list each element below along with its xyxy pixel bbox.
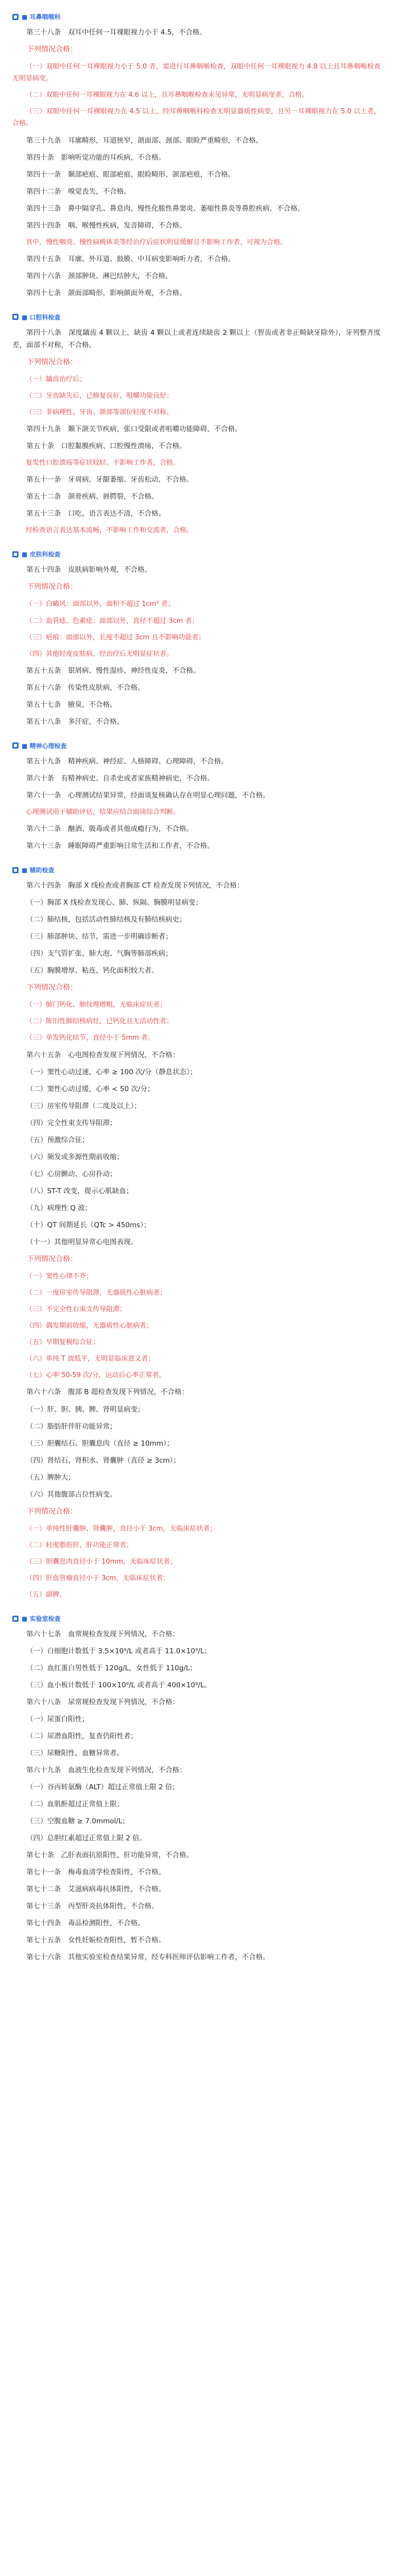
section-header: [12, 1614, 381, 1623]
article-paragraph: （一）尿蛋白阳性；: [26, 1715, 89, 1724]
note-paragraph: （六）单纯 T 波低平，无明显临床意义者；: [26, 1355, 155, 1363]
article-paragraph: （二）血红蛋白男性低于 120g/L，女性低于 110g/L；: [26, 1664, 197, 1673]
note-paragraph: （二）牙齿缺失后，已修复良好，咀嚼功能良好；: [26, 392, 174, 400]
article-paragraph: 第五十五条 银屑病、慢性湿疹、神经性皮炎，不合格。: [26, 666, 200, 675]
article-paragraph: 第五十八条 多汗症，不合格。: [26, 717, 124, 726]
note-paragraph: （三）双眼中任何一耳裸眼视力在 4.5 以上，经耳鼻咽喉科检查无明显器质性病变，且另一耳裸眼视力在 5.0 以上者，合格。: [12, 108, 381, 128]
note-paragraph: （一）窦性心律不齐；: [26, 1272, 93, 1280]
note-paragraph: （二）双眼中任何一耳裸眼视力在 4.6 以上，且耳鼻咽喉检查未见异常，无明显病变者，合格。: [26, 91, 309, 99]
section-title: ■ 实验室检查: [22, 1615, 61, 1623]
note-paragraph: 复发性口腔溃疡等症状较轻、不影响工作者，合格。: [26, 459, 180, 467]
article-paragraph: 第四十九条 颞下颌关节疾病，张口受限或者咀嚼功能障碍，不合格。: [26, 425, 242, 434]
section-header: [12, 741, 381, 750]
note-paragraph: 经检查语言表达基本流畅，不影响工作和交流者，合格。: [26, 527, 194, 535]
article-paragraph: 第七十四条 毒品检测阳性，不合格。: [26, 1919, 145, 1928]
section-header: [12, 866, 381, 874]
article-paragraph: 第五十二条 颌骨疾病、唇腭裂，不合格。: [26, 493, 159, 501]
article-paragraph: （一）窦性心动过速，心率 ≥ 100 次/分（静息状态）；: [26, 1067, 197, 1076]
note-paragraph: （二）血管痣、色素痣：面部以外，直径不超过 3cm 者；: [26, 617, 199, 625]
article-paragraph: 第四十一条 颞部疤痕、眼部疤痕、眼睑畸形、颌部疤痕，不合格。: [26, 170, 235, 179]
section-square-icon: [12, 314, 19, 320]
article-paragraph: （六）频发或多源性期前收缩；: [26, 1153, 124, 1161]
article-paragraph: （五）胸膜增厚、粘连，钙化面积较大者。: [26, 967, 159, 975]
article-paragraph: 第六十四条 胸部 X 线检查或者胸部 CT 检查发现下列情况，不合格：: [26, 882, 244, 890]
note-paragraph: （二）一度房室传导阻滞，无器质性心脏病者；: [26, 1289, 167, 1297]
section-header: [12, 12, 381, 21]
article-paragraph: 第六十九条 血液生化检查发现下列情况，不合格：: [26, 1766, 186, 1775]
document-section: [12, 1614, 381, 1963]
subheading: 下列情况合格：: [27, 1507, 77, 1516]
article-paragraph: （三）尿糖阳性，血糖异常者。: [26, 1749, 124, 1758]
section-header: [12, 313, 381, 321]
note-paragraph: （七）心率 50-59 次/分，运动后心率正常者。: [26, 1371, 166, 1380]
document-section: [12, 550, 381, 727]
note-paragraph: （四）偶发期前收缩，无器质性心脏病者；: [26, 1321, 153, 1330]
article-paragraph: （一）白细胞计数低于 3.5×10⁹/L 或者高于 11.0×10⁹/L；: [26, 1647, 211, 1656]
section-square-icon: [12, 1616, 19, 1622]
article-paragraph: 第四十五条 耳廓、外耳道、鼓膜、中耳病变影响听力者，不合格。: [26, 255, 235, 263]
note-paragraph: （三）不完全性右束支传导阻滞；: [26, 1305, 127, 1313]
article-paragraph: 第六十七条 血常规检查发现下列情况，不合格：: [26, 1630, 179, 1639]
note-paragraph: （三）单发钙化结节，直径小于 5mm 者。: [26, 1034, 155, 1042]
subheading: 下列情况合格：: [27, 583, 77, 591]
article-paragraph: 第六十一条 心理测试结果异常，经面谈复核确认存在明显心理问题，不合格。: [26, 791, 270, 800]
section-title: ■ 精神心理检查: [22, 742, 67, 750]
article-paragraph: 第七十五条 女性妊娠检查阳性，暂不合格。: [26, 1936, 165, 1945]
section-title: ■ 辅助检查: [22, 867, 55, 874]
article-paragraph: 第五十条 口腔黏膜疾病、口腔慢性溃疡，不合格。: [26, 442, 186, 451]
section-square-icon: [12, 551, 19, 557]
article-paragraph: （二）肺结核，包括活动性肺结核及有肺结核病史；: [26, 916, 186, 924]
article-paragraph: 第四十三条 鼻中隔穿孔、鼻息肉、慢性化脓性鼻窦炎、萎缩性鼻炎等鼻腔疾病，不合格。: [26, 204, 304, 213]
article-paragraph: （十）QT 间期延长（QTc > 450ms）；: [26, 1221, 151, 1229]
article-paragraph: 第七十一条 梅毒血清学检查阳性，不合格。: [26, 1868, 165, 1877]
note-paragraph: （一）单纯性肝囊肿、肾囊肿，直径小于 3cm，无临床症状者；: [26, 1524, 217, 1533]
article-paragraph: 第六十条 有精神病史、自杀史或者家族精神病史，不合格。: [26, 774, 214, 783]
note-paragraph: 心理测试用于辅助评估，结果应结合面谈综合判断。: [26, 808, 180, 816]
document-section: [12, 866, 381, 1601]
article-paragraph: （五）预激综合征；: [26, 1136, 89, 1144]
article-paragraph: 第五十一条 牙周病、牙龈萎缩、牙齿松动，不合格。: [26, 476, 193, 484]
note-paragraph: （三）胆囊息肉直径小于 10mm，无临床症状者；: [26, 1557, 177, 1566]
note-paragraph: （一）白癜风：面部以外，面积不超过 1cm² 者；: [26, 600, 175, 608]
note-paragraph: （四）肝血管瘤直径小于 3cm，无临床症状者；: [26, 1574, 170, 1582]
document-section: [12, 741, 381, 852]
section-title: ■ 耳鼻咽喉科: [22, 13, 61, 21]
article-paragraph: 第六十五条 心电图检查发现下列情况，不合格：: [26, 1050, 179, 1059]
subheading: 下列情况合格：: [27, 984, 77, 992]
subheading: 下列情况合格：: [27, 358, 77, 366]
article-paragraph: （三）空腹血糖 ≥ 7.0mmol/L；: [26, 1817, 129, 1826]
article-paragraph: 第五十九条 精神疾病、神经症、人格障碍、心理障碍，不合格。: [26, 757, 228, 766]
section-square-icon: [12, 867, 19, 873]
section-square-icon: [12, 14, 19, 20]
article-paragraph: （三）肺部肿块、结节，需进一步明确诊断者；: [26, 933, 173, 941]
document-section: [12, 313, 381, 537]
note-paragraph: （二）轻度脂肪肝，肝功能正常者；: [26, 1541, 133, 1549]
article-paragraph: 第六十八条 尿常规检查发现下列情况，不合格：: [26, 1698, 179, 1707]
article-paragraph: （二）尿潜血阳性，复查仍阳性者；: [26, 1732, 138, 1741]
article-paragraph: （二）窦性心动过缓，心率 < 50 次/分；: [26, 1084, 155, 1093]
article-paragraph: 第七十六条 其他实验室检查结果异常，经专科医师评估影响工作者，不合格。: [26, 1953, 270, 1962]
article-paragraph: （五）脾肿大；: [26, 1473, 75, 1482]
note-paragraph: （五）副脾。: [26, 1591, 66, 1599]
article-paragraph: （一）胸部 X 线检查发现心、肺、纵隔、胸膜明显病变；: [26, 899, 202, 907]
article-paragraph: 第四十七条 颌面部畸形，影响颜面外观，不合格。: [26, 289, 186, 297]
article-paragraph: 第六十三条 睡眠障碍严重影响日常生活和工作者，不合格。: [26, 842, 214, 851]
article-paragraph: （二）血肌酐超过正常值上限；: [26, 1800, 124, 1809]
article-paragraph: 第五十六条 传染性皮肤病，不合格。: [26, 683, 145, 692]
article-paragraph: （六）其他腹部占位性病变。: [26, 1490, 117, 1499]
article-paragraph: （十一）其他明显异常心电图表现。: [26, 1238, 138, 1246]
section-title: ■ 口腔科检查: [22, 313, 61, 321]
article-paragraph: （八）ST-T 改变，提示心肌缺血；: [26, 1187, 133, 1195]
article-paragraph: （七）心房颤动、心房扑动；: [26, 1170, 117, 1178]
article-paragraph: （四）总胆红素超过正常值上限 2 倍。: [26, 1834, 147, 1843]
note-paragraph: （一）肺门钙化、肺纹理增粗，无临床症状者；: [26, 1001, 167, 1009]
note-paragraph: （三）疤痕：面部以外，长度不超过 3cm 且不影响功能者；: [26, 633, 206, 641]
article-paragraph: 第五十七条 腋臭，不合格。: [26, 700, 117, 709]
article-paragraph: （四）肾结石、肾积水、肾囊肿（直径 ≥ 3cm）；: [26, 1456, 180, 1465]
article-paragraph: （四）支气管扩张、肺大泡、气胸等肺部疾病；: [26, 950, 173, 958]
article-paragraph: 第七十二条 艾滋病病毒抗体阳性，不合格。: [26, 1885, 165, 1894]
article-paragraph: （三）房室传导阻滞（二度及以上）；: [26, 1101, 141, 1110]
subheading: 下列情况合格：: [27, 1255, 77, 1263]
article-paragraph: 第七十条 乙肝表面抗原阳性，肝功能异常，不合格。: [26, 1851, 193, 1860]
article-paragraph: 第四十六条 颈部肿块、淋巴结肿大，不合格。: [26, 272, 173, 280]
note-paragraph: （二）陈旧性肺结核病灶，已钙化且无活动性者；: [26, 1018, 174, 1026]
note-paragraph: （三）非病理性，牙齿、颌部等部位轻度不对称。: [26, 409, 174, 416]
article-paragraph: 第四十四条 咽、喉慢性疾病，发音障碍，不合格。: [26, 221, 186, 230]
article-paragraph: 第三十八条 双耳中任何一耳裸眼视力小于 4.5，不合格。: [26, 28, 207, 37]
article-paragraph: （三）血小板计数低于 100×10⁹/L 或者高于 400×10⁹/L。: [26, 1681, 211, 1690]
section-square-icon: [12, 742, 19, 749]
article-paragraph: （九）病理性 Q 波；: [26, 1204, 92, 1212]
article-paragraph: 第四十条 影响听觉功能的耳疾病，不合格。: [26, 153, 165, 162]
section-title: ■ 皮肤科检查: [22, 551, 61, 558]
note-paragraph: （一）龋齿治疗后；: [26, 375, 87, 383]
article-paragraph: （二）脂肪肝伴肝功能异常；: [26, 1422, 117, 1431]
article-paragraph: （一）肝、胆、胰、脾、肾明显病变；: [26, 1405, 145, 1414]
note-paragraph: （五）早期复极综合征；: [26, 1338, 100, 1347]
note-paragraph: 其中，慢性咽炎、慢性扁桃体炎等经治疗后症状明显缓解且不影响工作者，可视为合格。: [26, 238, 287, 246]
section-header: [12, 550, 381, 558]
article-paragraph: 第五十四条 皮肤病影响外观，不合格。: [26, 566, 151, 574]
article-paragraph: （四）完全性束支传导阻滞；: [26, 1118, 117, 1127]
article-paragraph: 第六十六条 腹部 B 超检查发现下列情况，不合格：: [26, 1388, 189, 1397]
article-paragraph: （一）谷丙转氨酶（ALT）超过正常值上限 2 倍；: [26, 1783, 179, 1792]
article-paragraph: 第五十三条 口吃，语言表达不清，不合格。: [26, 510, 165, 518]
subheading: 下列情况合格：: [27, 45, 77, 54]
article-paragraph: 第四十二条 嗅觉丧失，不合格。: [26, 187, 131, 196]
article-paragraph: （三）胆囊结石、胆囊息肉（直径 ≥ 10mm）；: [26, 1439, 174, 1448]
document-section: [12, 12, 381, 299]
article-paragraph: 第七十三条 丙型肝炎抗体阳性，不合格。: [26, 1902, 159, 1911]
article-paragraph: 第三十九条 耳廓畸形，耳道狭窄，颌面部、颈部、眼睑严重畸形，不合格。: [26, 136, 263, 145]
article-paragraph: 第六十二条 酗酒、吸毒或者其他成瘾行为，不合格。: [26, 825, 193, 834]
note-paragraph: （四）其他轻度皮肤病，经治疗后无明显症状者。: [26, 650, 174, 658]
article-paragraph: 第四十八条 深度龋齿 4 颗以上，缺齿 4 颗以上或者连续缺齿 2 颗以上（智齿或者非正畸缺牙除外），牙列整齐度差，面部不对称，不合格。: [12, 328, 381, 349]
note-paragraph: （一）双眼中任何一耳裸眼视力小于 5.0 者，需进行耳鼻咽喉检查，双眼中任何一耳裸眼视力 4.8 以上且耳鼻咽喉检查无明显病变。: [12, 62, 381, 83]
